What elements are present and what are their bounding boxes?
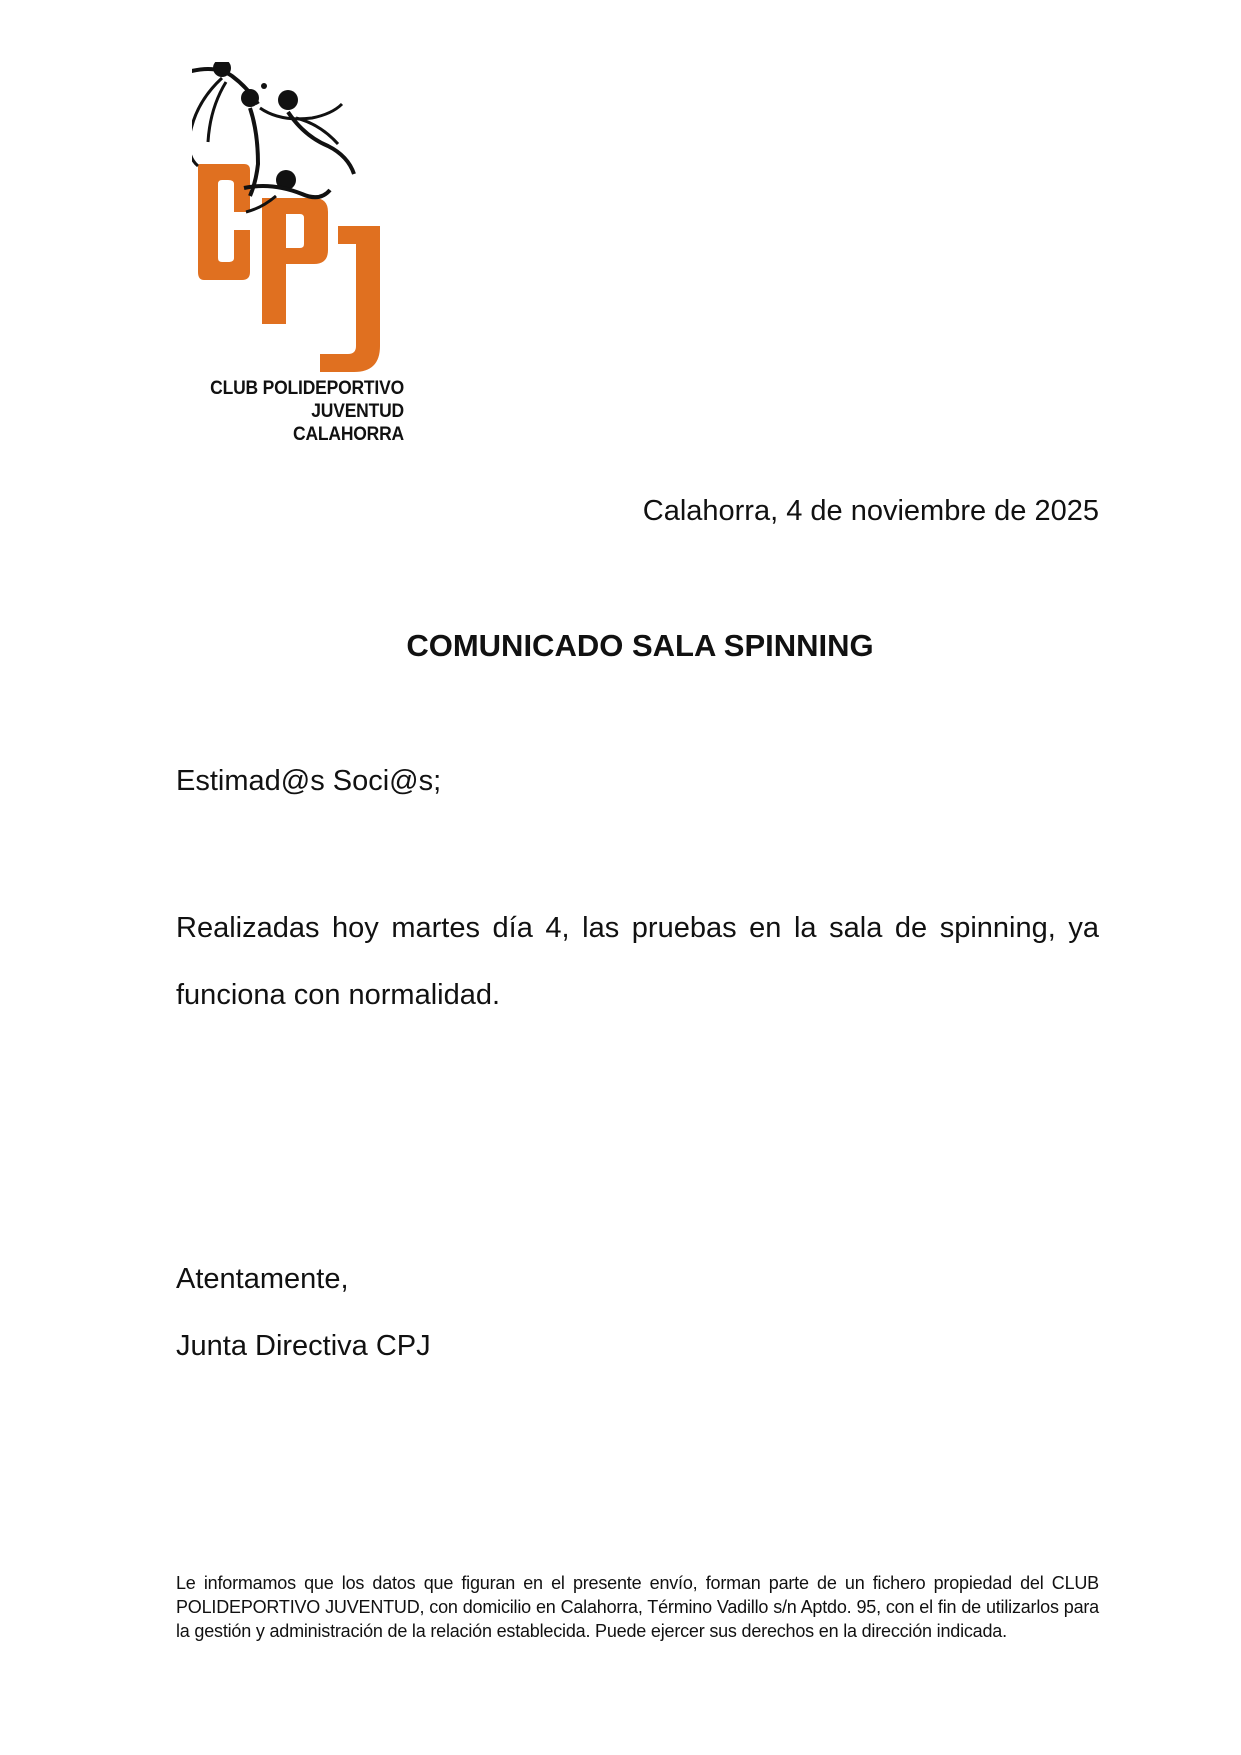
privacy-footer: Le informamos que los datos que figuran en el presente envío, forman parte de un fichero propiedad del CLUB POLIDEPORTIVO JUVENTUD, con domicilio en Calahorra, Término Vadillo s/n Aptdo. 95, con el fin de utilizarlos para la gestión y administración de la relación establecida. Puede ejercer sus derechos en la dirección indicada. [176,1573,1099,1641]
letter-body: Realizadas hoy martes día 4, las pruebas en la sala de spinning, ya funciona con normalidad. [176,912,1099,1011]
club-logo [192,62,404,454]
logo-text-club: CLUB POLIDEPORTIVO [210,378,404,399]
letter-date: Calahorra, 4 de noviembre de 2025 [642,495,1099,527]
letter-closing: Atentamente, [176,1263,349,1295]
letter-greeting: Estimad@s Soci@s; [176,765,442,797]
letter-title: COMUNICADO SALA SPINNING [406,628,874,663]
letter-signature: Junta Directiva CPJ [176,1330,431,1362]
logo-text-juventud: JUVENTUD [311,401,404,422]
cpj-letters-graphic [198,164,380,372]
cpj-emblem-icon [192,62,404,374]
logo-text-calahorra: CALAHORRA [293,424,404,445]
